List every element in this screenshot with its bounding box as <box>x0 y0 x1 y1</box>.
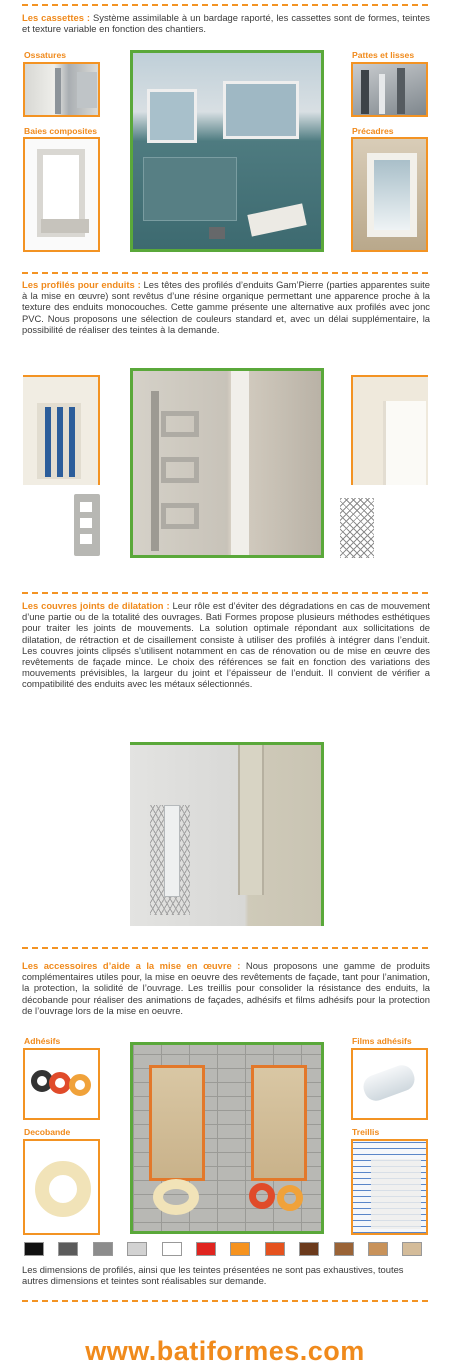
precadres-label: Précadres <box>352 126 394 136</box>
color-swatch <box>127 1242 147 1256</box>
divider <box>22 947 428 949</box>
accessoires-main-photo <box>130 1042 324 1234</box>
color-swatch <box>230 1242 250 1256</box>
ossatures-label: Ossatures <box>24 50 67 60</box>
adhesifs-photo <box>23 1048 100 1120</box>
color-swatch <box>265 1242 285 1256</box>
profiles-text: Les têtes des profilés d’enduits Gam’Pierre (parties apparentes suite à la mise en œuvre) sont revêtus d’une résine organique permettant une apparence proche à la texture des enduits monocouches. Cette gamme présente une alternative aux profilés avec jonc PVC. Nous proposons une sélection de couleurs standard et, avec un délai supplémentaire, la possibilité de réaliser des teintes à la demande. <box>22 279 430 335</box>
joints-text: Leur rôle est d’éviter des dégradations en cas de mouvement d’une partie ou de la totalité des ouvrages. Bati Formes propose plusieurs méthodes esthétiques pour traiter les joints de mouvements. La solution optimale répondant aux sollicitations de dilatation, de rétraction et de cisaillement consiste à utiliser des profilés à intégrer dans l’enduit. Les couvres joints clipsés s’utilisent notamment en cas de rénovation ou de mise en œuvre des revêtements de façade mince. Le choix des références se fait en fonction des variations des mouvements prévisibles, la largeur du joint et l’épaisseur de l’enduit. Il convient de vérifier a compatibilité des enduits avec les métaux sélectionnés. <box>22 600 430 690</box>
divider <box>22 592 428 594</box>
joints-main-photo <box>130 742 324 926</box>
baies-composites-label: Baies composites <box>24 126 98 136</box>
precadres-photo <box>351 137 428 252</box>
color-swatch <box>334 1242 354 1256</box>
adhesifs-label: Adhésifs <box>24 1036 61 1046</box>
divider <box>22 272 428 274</box>
divider <box>22 1300 428 1302</box>
films-adhesifs-label: Films adhésifs <box>352 1036 412 1046</box>
color-swatch <box>24 1242 44 1256</box>
profiles-paragraph <box>22 279 430 335</box>
joints-title: Les couvres joints de dilatation : <box>22 600 170 611</box>
profiles-main-photo <box>130 368 324 558</box>
footer-note: Les dimensions de profilés, ainsi que les teintes présentées ne sont pas exhaustives, toutes autres dimensions et teintes sont réalisables sur demande. <box>22 1264 404 1287</box>
films-adhesifs-photo <box>351 1048 428 1120</box>
cassettes-title: Les cassettes : <box>22 12 91 23</box>
accessoires-text: Nous proposons une gamme de produits complémentaires utiles pour, la mise en oeuvre des revêtements de façade, tant pour l’animation, la protection, la solidité de l’ouvrage. Les treillis pour consolider la résistance des enduits, la décobande pour réaliser des animations de façades, adhésifs et films adhésifs pour la protection de l’ouvrage lors de la mise en oeuvre. <box>22 960 430 1016</box>
accessoires-title: Les accessoires d’aide a la mise en œuvre : <box>22 960 241 971</box>
color-swatch <box>58 1242 78 1256</box>
color-swatch <box>93 1242 113 1256</box>
cassettes-main-photo <box>130 50 324 252</box>
pattes-lisses-photo <box>351 62 428 117</box>
profiles-left-photo <box>23 375 100 485</box>
profiles-title: Les profilés pour enduits : <box>22 279 141 290</box>
decobande-photo <box>23 1139 100 1235</box>
profiles-right-photo <box>351 375 428 485</box>
accessoires-paragraph <box>22 960 430 1016</box>
website-url[interactable]: www.batiformes.com <box>85 1336 365 1366</box>
profile-piece-left <box>66 490 116 562</box>
pattes-lisses-label: Pattes et lisses <box>352 50 415 60</box>
baies-composites-photo <box>23 137 100 252</box>
color-swatch <box>162 1242 182 1256</box>
cassettes-paragraph <box>22 12 430 34</box>
divider <box>22 4 428 6</box>
color-swatch <box>402 1242 422 1256</box>
decobande-label: Decobande <box>24 1127 71 1137</box>
cassettes-text: Système assimilable à un bardage raporté, les cassettes sont de formes, teintes et texture variable en fonction des chantiers. <box>22 12 430 35</box>
color-swatch <box>299 1242 319 1256</box>
treillis-photo <box>351 1139 428 1235</box>
profile-mesh-piece <box>332 494 384 564</box>
color-swatch <box>196 1242 216 1256</box>
treillis-label: Treillis <box>352 1127 380 1137</box>
color-swatch <box>368 1242 388 1256</box>
ossatures-photo <box>23 62 100 117</box>
joints-paragraph <box>22 600 430 690</box>
